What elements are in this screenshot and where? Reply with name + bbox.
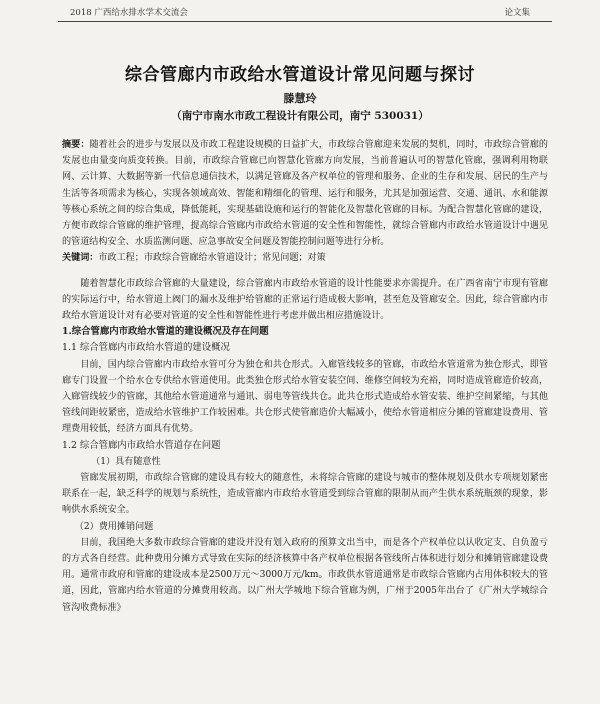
paper-title: 综合管廊内市政给水管道设计常见问题与探讨 bbox=[125, 65, 475, 85]
subsection-2-paragraph: 目前，我国绝大多数市政综合管廊的建设并没有划入政府的预算文出当中，而是各个产权单位以认收定支、自负盈亏的方式各自经营。此种费用分摊方式导致在实际的经济核算中各产权单位根据各管线所占体积进行划分和摊销管廊建设费用。通常市政府和管廊的建设成本是2500万元～3000万元/km。市政供水管道通常是市政综合管廊内占用体积较大的管道，因此，管廊内给水管道的分摊费用较高。以广州大学城地下综合管廊为例，广州于2005年出台了《广州大学城综合管沟收费标准》 bbox=[62, 537, 548, 613]
article-body bbox=[62, 137, 548, 616]
header-rule bbox=[58, 21, 552, 22]
affiliation: （南宁市南水市政工程设计有限公司，南宁 530031） bbox=[171, 110, 429, 122]
subsection-1-heading: （1）具有随意性 bbox=[91, 456, 161, 467]
abstract bbox=[62, 137, 548, 250]
keywords-text: 市政工程；市政综合管廊给水管道设计；常见问题；对策 bbox=[98, 253, 326, 264]
keywords-label: 关键词： bbox=[62, 252, 99, 264]
subsection-2-heading: （2）费用摊销问题 bbox=[74, 521, 154, 532]
subsection-1-paragraph: 管廊发展初期，市政综合管廊的建设具有较大的随意性，未将综合管廊的建设与城市的整体规划及供水专项规划紧密联系在一起，缺乏科学的规划与系统性，造成管廊内市政给水管道受到综合管廊的限制从而产生供水系统瓶颈的现象，影响供水系统安全。 bbox=[62, 473, 548, 516]
spacer bbox=[62, 267, 548, 276]
author: 滕慧玲 bbox=[283, 92, 317, 105]
keywords bbox=[62, 250, 548, 266]
section-1-1-paragraph: 目前，国内综合管廊内市政给水管可分为独仓和共仓形式。入廊管线较多的管廊，市政给水管道常为独仓形式，即管廊专门设置一个给水仓专供给水管道使用。此类独仓形式给水管安装空间、维修空间较为充裕，同时造成管廊造价较高，入廊管线较少的管廊，其他给水管道通常与通讯、弱电等管线共仓。此共仓形式造成给水管安装、维护空间紧缩，与其他管线间距较紧密，造成给水管维护工作较困难。共仓形式使管廊造价大幅减小，使给水管道相应分摊的管廊建设费用、管理费用较低，经济方面具有优势。 bbox=[62, 359, 548, 435]
running-head-right: 论文集 bbox=[504, 8, 530, 18]
intro-paragraph: 随着智慧化市政综合管廊的大量建设，综合管廊内市政给水管道的设计性能要求亦需提升。在广西省南宁市现有管廊的实际运行中，给水管道上阀门的漏水及维护给管廊的正常运行造成极大影响，甚至危及管廊安全。因此，综合管廊内市政给水管道设计对有必要对管道的安全性和智能性进行考虑并做出相应措施设计。 bbox=[62, 278, 548, 322]
section-1-2-heading: 1.2 综合管廊内市政给水管道存在问题 bbox=[62, 439, 221, 451]
section-1-heading: 1.综合管廊内市政给水管道的建设概况及存在问题 bbox=[62, 326, 269, 338]
abstract-text: 随着社会的进步与发展以及市政工程建设规模的日益扩大，市政综合管廊迎来发展的契机，同时，市政综合管廊的发展也由量变向质变转换。目前，市政综合管廊已向智慧化管廊方向发展，当前普遍认可的智慧化管廊，强调利用物联网、云计算、大数据等新一代信息通信技术，以满足管廊及各产权单位的管理和服务、企业的生存和发展、居民的生产与生活等各项需求为核心，实现各领域高效、智能和精细化的管理、运行和服务，尤其是加强运营、交通、通讯、水和能源等核心系统之间的综合集成，降低能耗，实现基础设施和运行的智能化及智慧化管廊的目标。为配合智慧化管廊的建设，方便市政综合管廊的维护管理，提高综合管廊内市政给水管道的安全性和智能性，就综合管廊内市政给水管道设计中遇见的管道结构安全、水质监测问题、应急事故安全问题及智能控制问题等进行分析。 bbox=[62, 140, 548, 248]
running-head bbox=[70, 6, 530, 18]
running-head-left: 2018 广西给水排水学术交流会 bbox=[70, 8, 188, 18]
abstract-label: 摘要： bbox=[62, 139, 90, 150]
section-1-1-heading: 1.1 综合管廊内市政给水管道的建设概况 bbox=[62, 342, 230, 354]
